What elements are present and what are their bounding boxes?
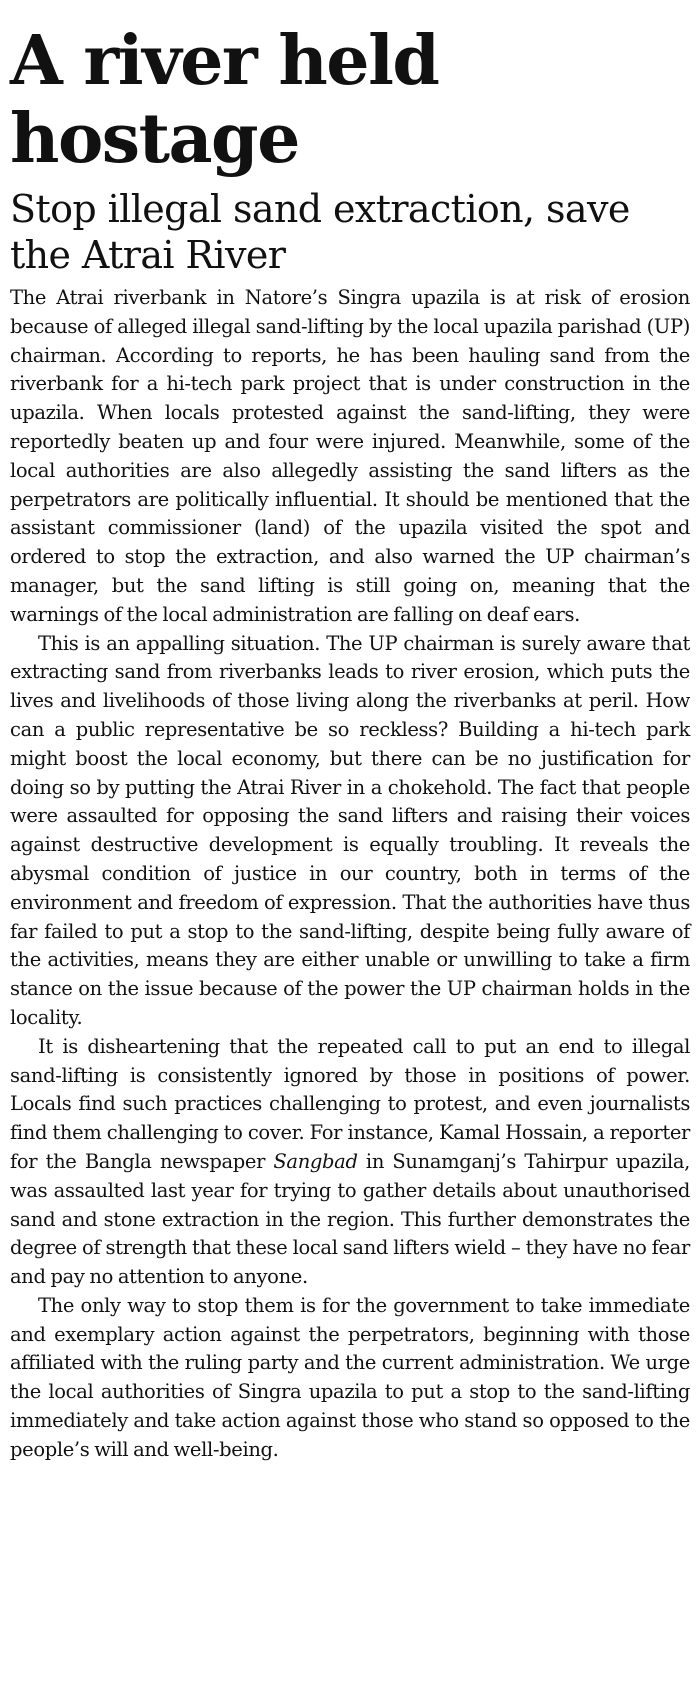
newspaper-name: Sangbad <box>273 1149 358 1173</box>
paragraph-3-text-end: in Sunamganj’s Tahirpur upazila, was assaulted last year for trying to gather details about unauthorised sand and stone extraction in the region. This further demonstrates the degree of strength that these local sand lifters wield – they have no fear and pay no attention to anyone. <box>10 1149 690 1289</box>
editorial-article <box>10 22 690 1465</box>
article-body <box>10 284 690 1465</box>
paragraph-4: The only way to stop them is for the government to take immediate and exemplary action against the perpetrators, beginning with those affiliated with the ruling party and the current administration. We urge the local authorities of Singra upazila to put a stop to the sand-lifting immediately and take action against those who stand so opposed to the people’s will and well-being. <box>10 1293 690 1461</box>
paragraph-2: This is an appalling situation. The UP chairman is surely aware that extracting sand from riverbanks leads to river erosion, which puts the lives and livelihoods of those living along the riverbanks at peril. How can a public representative be so reckless? Building a hi-tech park might boost the local economy, but there can be no justification for doing so by putting the Atrai River in a chokehold. The fact that people were assaulted for opposing the sand lifters and raising their voices against destructive development is equally troubling. It reveals the abysmal condition of justice in our country, both in terms of the environment and freedom of expression. That the authorities have thus far failed to put a stop to the sand-lifting, despite being fully aware of the activities, means they are either unable or unwilling to take a firm stance on the issue because of the power the UP chairman holds in the locality. <box>10 631 690 1029</box>
headline-line-2: hostage <box>10 99 299 179</box>
subheadline: Stop illegal sand extraction, save the Atrai River <box>10 187 630 277</box>
paragraph-3 <box>10 1033 690 1292</box>
paragraph-3-text-start: It is disheartening that the repeated call to put an end to illegal sand-lifting is consistently ignored by those in positions of power. Locals find such practices challenging to protest, and even journalists find them challenging to cover. For instance, Kamal Hossain, a reporter for the Bangla newspaper <box>10 1034 690 1173</box>
headline <box>10 22 690 178</box>
paragraph-1: The Atrai riverbank in Natore’s Singra upazila is at risk of erosion because of alleged illegal sand-lifting by the local upazila parishad (UP) chairman. According to reports, he has been hauling sand from the riverbank for a hi-tech park project that is under construction in the upazila. When locals protested against the sand-lifting, they were reportedly beaten up and four were injured. Meanwhile, some of the local authorities are also allegedly assisting the sand lifters as the perpetrators are politically influential. It should be mentioned that the assistant commissioner (land) of the upazila visited the spot and ordered to stop the extraction, and also warned the UP chairman’s manager, but the sand lifting is still going on, meaning that the warnings of the local administration are falling on deaf ears. <box>10 286 690 626</box>
headline-line-1: A river held <box>10 21 439 101</box>
